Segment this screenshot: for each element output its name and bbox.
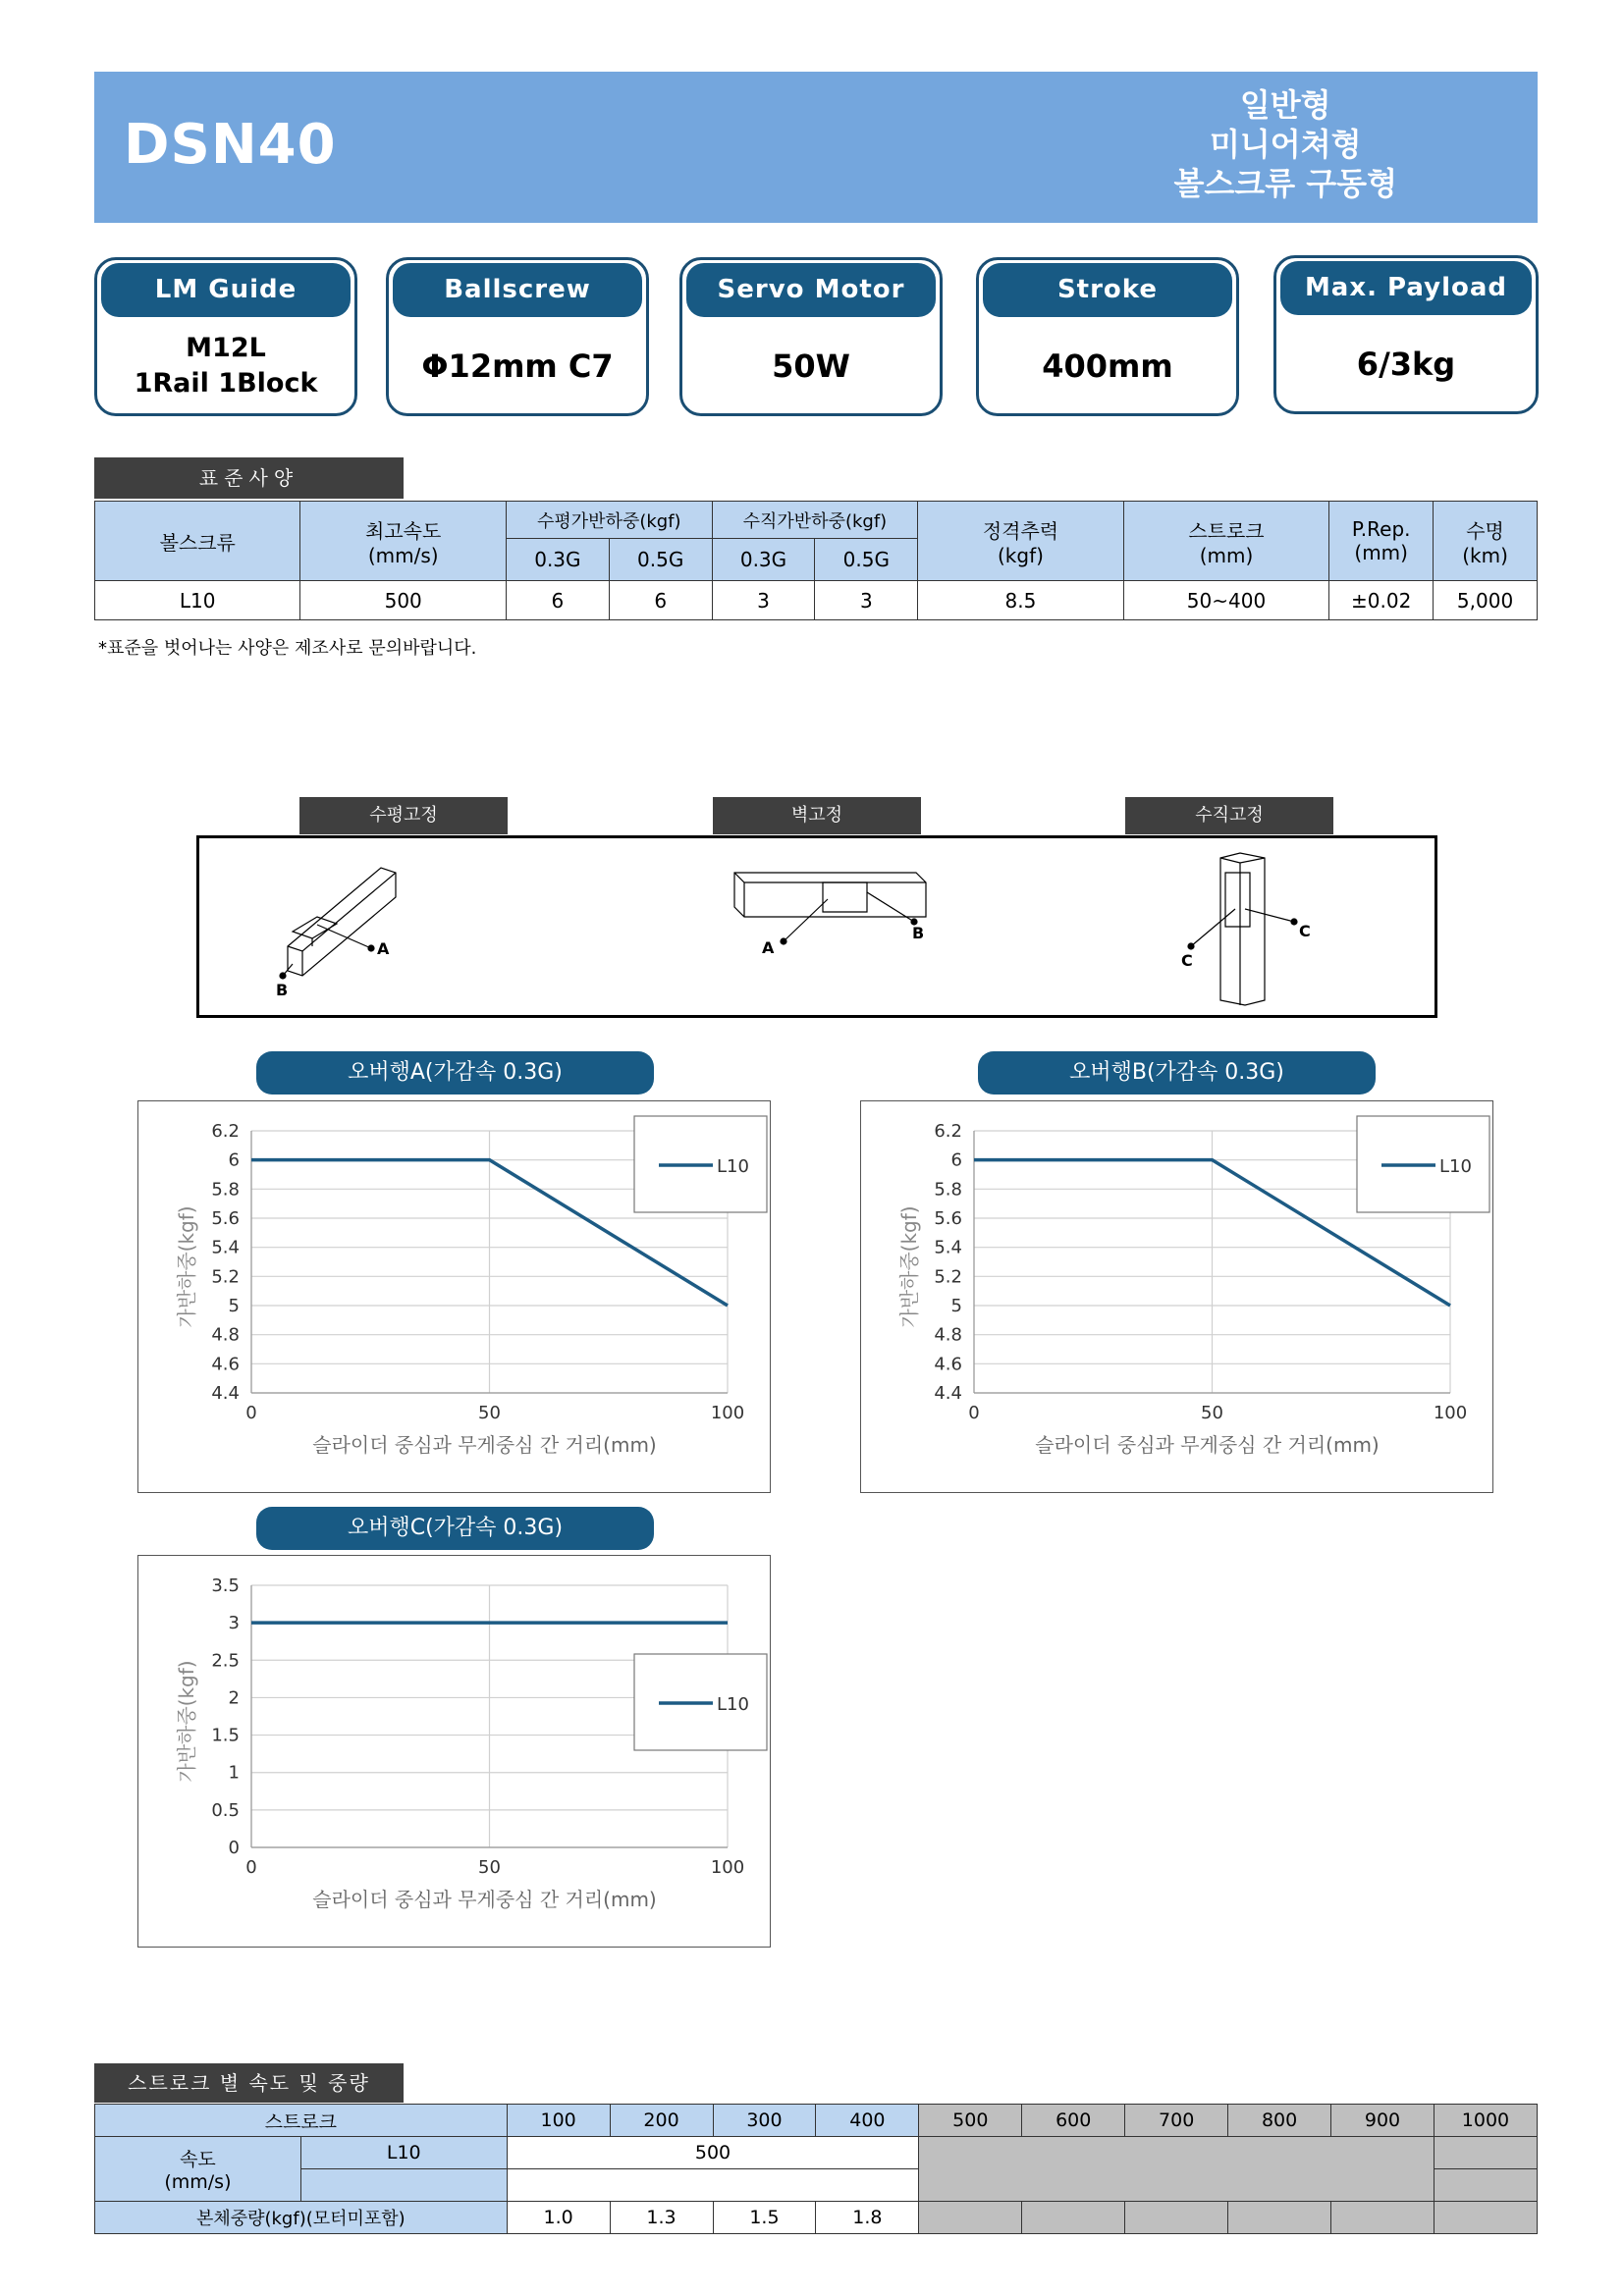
cell: 3 <box>815 581 918 620</box>
col-ballscrew: 볼스크류 <box>95 502 300 581</box>
mount-tab-wall: 벽고정 <box>713 797 921 834</box>
col-max-speed: 최고속도 (mm/s) <box>300 502 507 581</box>
y-tick-label: 3.5 <box>211 1575 240 1596</box>
empty-cell <box>1331 2202 1435 2234</box>
label-a: A <box>377 939 390 958</box>
y-tick-label: 0 <box>228 1838 240 1858</box>
card-title: Servo Motor <box>686 263 936 317</box>
model-label: L10 <box>300 2137 507 2169</box>
mount-diagrams-svg <box>199 838 1435 1015</box>
table-row <box>95 2137 1538 2169</box>
col-prep: P.Rep. (mm) <box>1329 502 1434 581</box>
empty-cell <box>1125 2202 1228 2234</box>
card-value: 50W <box>772 347 850 385</box>
col-thrust: 정격추력 (kgf) <box>918 502 1123 581</box>
y-tick-label: 5 <box>950 1296 962 1316</box>
y-tick-label: 5.4 <box>934 1237 962 1258</box>
chart-title-c: 오버행C(가감속 0.3G) <box>256 1507 654 1550</box>
label-b: B <box>912 924 925 942</box>
spec-note: *표준을 벗어나는 사양은 제조사로 문의바랍니다. <box>98 638 477 659</box>
empty-cell <box>919 2137 1435 2169</box>
category-line: 일반형 <box>1239 86 1331 124</box>
y-tick-label: 5.6 <box>211 1208 240 1229</box>
empty-cell <box>300 2169 507 2202</box>
y-tick-label: 5.4 <box>211 1237 240 1258</box>
x-tick-label: 100 <box>710 1857 745 1878</box>
x-tick-label: 50 <box>478 1403 501 1423</box>
card-value: M12L 1Rail 1Block <box>134 333 318 399</box>
table-row <box>95 2202 1538 2234</box>
spec-card-servo-motor <box>679 257 943 416</box>
y-tick-label: 5.2 <box>934 1266 962 1288</box>
cell: 50~400 <box>1123 581 1329 620</box>
stroke-section-tab: 스트로크 별 속도 및 중량 <box>94 2063 404 2103</box>
stroke-cell: 800 <box>1228 2105 1331 2137</box>
mount-tab-vertical: 수직고정 <box>1125 797 1333 834</box>
legend-label: L10 <box>1439 1156 1472 1177</box>
label-b: B <box>276 981 289 999</box>
empty-cell <box>1434 2137 1537 2169</box>
stroke-cell: 200 <box>610 2105 713 2137</box>
header-banner <box>94 72 1538 223</box>
empty-cell <box>507 2169 919 2202</box>
card-title: Ballscrew <box>393 263 642 317</box>
y-axis-label: 가반하중(kgf) <box>175 1660 198 1783</box>
col-h-03g: 0.3G <box>506 539 609 581</box>
horizontal-mount-drawing <box>288 868 396 976</box>
spec-table <box>94 501 1538 620</box>
y-tick-label: 4.4 <box>934 1383 962 1404</box>
card-title: LM Guide <box>101 263 351 317</box>
y-tick-label: 2 <box>228 1687 240 1709</box>
card-title: Max. Payload <box>1280 261 1532 315</box>
y-tick-label: 2.5 <box>211 1650 240 1672</box>
stroke-cell: 1000 <box>1434 2105 1537 2137</box>
y-tick-label: 5 <box>228 1296 240 1316</box>
vertical-mount-drawing <box>1220 853 1265 1005</box>
weight-cell: 1.5 <box>713 2202 816 2234</box>
table-row <box>95 581 1538 620</box>
stroke-cell: 900 <box>1331 2105 1435 2137</box>
col-h-payload: 수평가반하중(kgf) <box>506 502 712 539</box>
chart-a <box>137 1100 771 1493</box>
mount-tab-horizontal: 수평고정 <box>299 797 508 834</box>
cell: ±0.02 <box>1329 581 1434 620</box>
y-tick-label: 4.6 <box>211 1354 240 1375</box>
chart-a-svg <box>138 1101 769 1491</box>
chart-title-a: 오버행A(가감속 0.3G) <box>256 1051 654 1095</box>
mount-diagram-box <box>196 835 1437 1018</box>
empty-cell <box>1228 2202 1331 2234</box>
x-tick-label: 0 <box>245 1403 257 1423</box>
x-tick-label: 0 <box>968 1403 980 1423</box>
stroke-table <box>94 2104 1538 2234</box>
spec-section-tab: 표준사양 <box>94 457 404 499</box>
y-tick-label: 1 <box>228 1762 240 1784</box>
y-tick-label: 4.8 <box>211 1324 240 1346</box>
x-axis-label: 슬라이더 중심과 무게중심 간 거리(mm) <box>312 1888 657 1911</box>
chart-b-svg <box>861 1101 1491 1491</box>
y-axis-label: 가반하중(kgf) <box>175 1205 198 1328</box>
cell: 6 <box>609 581 712 620</box>
weight-cell: 1.3 <box>610 2202 713 2234</box>
category-line: 볼스크류 구동형 <box>1173 165 1397 202</box>
chart-c <box>137 1555 771 1948</box>
empty-cell <box>1022 2202 1125 2234</box>
empty-cell <box>1434 2169 1537 2202</box>
y-tick-label: 0.5 <box>211 1799 240 1821</box>
label-a: A <box>762 938 775 957</box>
y-tick-label: 6 <box>950 1149 962 1171</box>
x-axis-label: 슬라이더 중심과 무게중심 간 거리(mm) <box>1035 1433 1380 1457</box>
speed-value: 500 <box>507 2137 919 2169</box>
col-stroke: 스트로크 (mm) <box>1123 502 1329 581</box>
y-tick-label: 4.6 <box>934 1354 962 1375</box>
label-c: C <box>1299 922 1311 940</box>
empty-cell <box>919 2202 1022 2234</box>
y-tick-label: 5.2 <box>211 1266 240 1288</box>
cell: 3 <box>712 581 815 620</box>
table-row <box>95 2169 1538 2202</box>
cell: L10 <box>95 581 300 620</box>
stroke-cell: 600 <box>1022 2105 1125 2137</box>
cell: 5,000 <box>1434 581 1538 620</box>
card-value: 6/3kg <box>1356 346 1456 383</box>
y-tick-label: 1.5 <box>211 1725 240 1746</box>
model-name: DSN40 <box>124 113 337 177</box>
wall-mount-drawing <box>734 873 926 917</box>
cell: 8.5 <box>918 581 1123 620</box>
x-tick-label: 0 <box>245 1857 257 1878</box>
col-v-payload: 수직가반하중(kgf) <box>712 502 918 539</box>
empty-cell <box>1434 2202 1537 2234</box>
legend-label: L10 <box>717 1156 749 1177</box>
y-tick-label: 5.8 <box>211 1179 240 1201</box>
speed-label: 속도 (mm/s) <box>95 2137 301 2202</box>
y-tick-label: 6 <box>228 1149 240 1171</box>
chart-c-svg <box>138 1556 769 1946</box>
col-v-03g: 0.3G <box>712 539 815 581</box>
card-title: Stroke <box>983 263 1232 317</box>
table-row <box>95 2105 1538 2137</box>
x-tick-label: 100 <box>710 1403 745 1423</box>
weight-label: 본체중량(kgf)(모터미포함) <box>95 2202 508 2234</box>
y-tick-label: 3 <box>228 1613 240 1634</box>
stroke-label: 스트로크 <box>95 2105 508 2137</box>
y-tick-label: 5.8 <box>934 1179 962 1201</box>
stroke-cell: 400 <box>816 2105 919 2137</box>
weight-cell: 1.8 <box>816 2202 919 2234</box>
legend-label: L10 <box>717 1694 749 1715</box>
spec-card-stroke <box>976 257 1239 416</box>
category-line: 미니어쳐형 <box>1209 126 1362 163</box>
y-tick-label: 5.6 <box>934 1208 962 1229</box>
card-value: Φ12mm C7 <box>421 347 614 385</box>
stroke-cell: 700 <box>1125 2105 1228 2137</box>
y-tick-label: 4.4 <box>211 1383 240 1404</box>
x-tick-label: 50 <box>1201 1403 1223 1423</box>
chart-title-b: 오버행B(가감속 0.3G) <box>978 1051 1376 1095</box>
spec-card-ballscrew <box>386 257 649 416</box>
y-tick-label: 6.2 <box>934 1121 962 1142</box>
y-tick-label: 4.8 <box>934 1324 962 1346</box>
spec-card-lm-guide <box>94 257 357 416</box>
x-axis-label: 슬라이더 중심과 무게중심 간 거리(mm) <box>312 1433 657 1457</box>
stroke-cell: 500 <box>919 2105 1022 2137</box>
empty-cell <box>919 2169 1435 2202</box>
cell: 500 <box>300 581 507 620</box>
card-value: 400mm <box>1042 347 1173 385</box>
x-tick-label: 100 <box>1433 1403 1468 1423</box>
col-v-05g: 0.5G <box>815 539 918 581</box>
col-life: 수명 (km) <box>1434 502 1538 581</box>
weight-cell: 1.0 <box>507 2202 610 2234</box>
chart-b <box>860 1100 1493 1493</box>
category-text <box>1173 85 1397 203</box>
y-tick-label: 6.2 <box>211 1121 240 1142</box>
label-c: C <box>1181 951 1193 970</box>
spec-card-max-payload <box>1273 255 1539 414</box>
col-h-05g: 0.5G <box>609 539 712 581</box>
stroke-cell: 300 <box>713 2105 816 2137</box>
stroke-cell: 100 <box>507 2105 610 2137</box>
y-axis-label: 가반하중(kgf) <box>897 1205 921 1328</box>
x-tick-label: 50 <box>478 1857 501 1878</box>
cell: 6 <box>506 581 609 620</box>
